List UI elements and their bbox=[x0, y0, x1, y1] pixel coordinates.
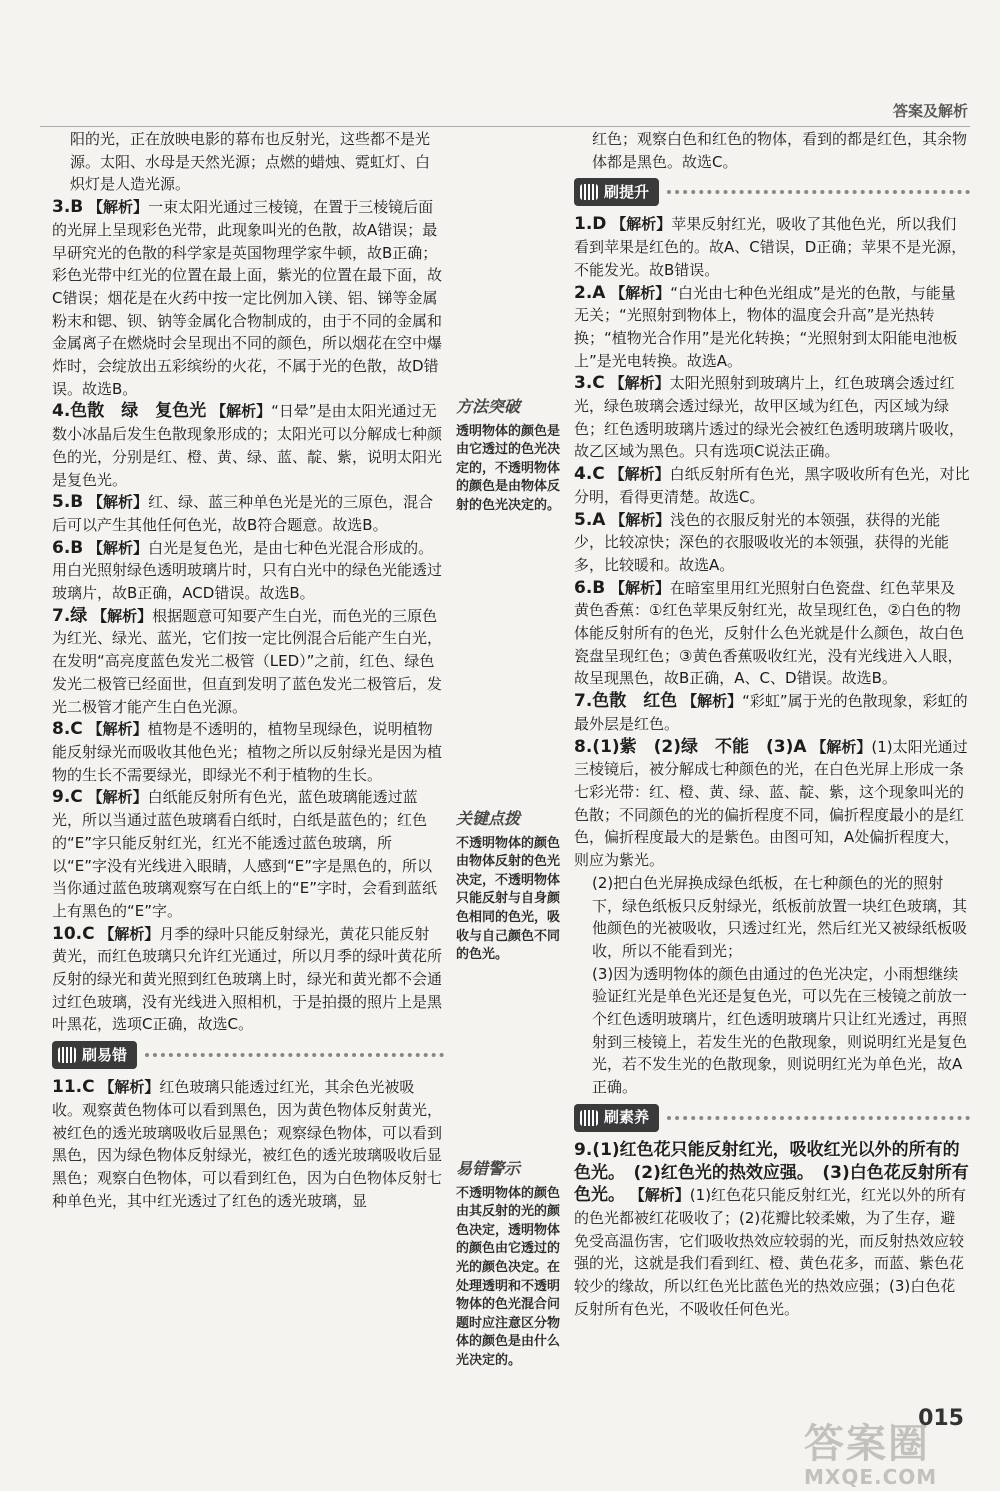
answer-item bbox=[52, 605, 444, 719]
analysis-tag: 【解析】 bbox=[211, 402, 272, 421]
watermark bbox=[804, 1412, 974, 1489]
tip-text: 透明物体的颜色是由它透过的色光决定的，不透明物体的颜色是由物体反射的色光决定的。 bbox=[456, 423, 561, 514]
header-tag: 答案及解析 bbox=[892, 102, 968, 120]
section-divider bbox=[667, 1116, 970, 1120]
section-badge bbox=[574, 178, 659, 206]
item-number: 11. bbox=[52, 1077, 83, 1098]
tip-text: 不透明物体的颜色由其反射的光的颜色决定，透明物体的颜色由它透过的光的颜色决定。在处理透明和不透明物体的色光混合问题时应注意区分物体的颜色是由什么光决定的。 bbox=[456, 1185, 561, 1369]
answer-item bbox=[52, 1076, 444, 1212]
item-answer: A bbox=[592, 509, 606, 530]
book-icon bbox=[580, 1110, 598, 1126]
section-label: 刷素养 bbox=[604, 1108, 650, 1127]
analysis-tag: 【解析】 bbox=[99, 1078, 160, 1097]
item-number: 5. bbox=[574, 509, 593, 530]
section-badge bbox=[52, 1041, 137, 1069]
section-label: 刷提升 bbox=[604, 183, 650, 202]
item-explanation: 红、绿、蓝三种单色光是光的三原色，混合后可以产生其他任何色光，故B符合题意。故选B。 bbox=[52, 493, 434, 534]
answer-item bbox=[52, 196, 444, 400]
analysis-tag: 【解析】 bbox=[609, 374, 670, 393]
item-number: 10. bbox=[52, 923, 83, 944]
item-answer: (1)红色花只能反射红光，吸收红光以外的所有的色光。 (2)红色光的热效应强。 (3)白色花反射所有色光。 bbox=[574, 1139, 969, 1206]
section-label: 刷易错 bbox=[82, 1045, 128, 1064]
item-explanation: 红色玻璃只能透过红光，其余色光被吸收。观察黄色物体可以看到黑色，因为黄色物体反射黄光，被红色的透光玻璃吸收后显黑色；观察绿色物体，可以看到黑色，因为绿色物体反射绿光，被红色的透光玻璃吸收后显黑色；观察白色物体，可以看到红色，因为白色物体反射七种单色光，其中红光透过了红色的透光玻璃，显 bbox=[52, 1078, 443, 1210]
item-number: 8. bbox=[574, 736, 593, 757]
item-explanation: 植物是不透明的，植物呈现绿色，说明植物能反射绿光而吸收其他色光；植物之所以反射绿光是因为植物的生长不需要绿光，即绿光不利于植物的生长。 bbox=[52, 720, 443, 784]
tip-text: 不透明物体的颜色由物体反射的色光决定，不透明物体只能反射与自身颜色相同的色光，吸收与自己颜色不同的色光。 bbox=[456, 835, 561, 963]
tip-box bbox=[456, 396, 560, 516]
item-explanation: “白光由七种色光组成”是光的色散，与能量无关；“光照射到物体上，物体的温度会升高”是光热转换；“植物光合作用”是光化转换；“光照射到太阳能电池板上”是光电转换。故选A。 bbox=[574, 283, 958, 370]
analysis-tag: 【解析】 bbox=[88, 493, 149, 512]
section-badge bbox=[574, 1104, 659, 1132]
answer-item bbox=[574, 372, 970, 463]
item-explanation: 在暗室里用红光照射白色瓷盘、红色苹果及黄色香蕉：①红色苹果反射红光，故呈现红色，②白色的物体能反射所有的色光，反射什么色光就是什么颜色，故白色瓷盘呈现红色；③黄色香蕉吸收红光，没有光线进入人眼，故呈现黑色，故B正确，A、C、D错误。故选B。 bbox=[574, 578, 965, 688]
item-answer: B bbox=[70, 197, 84, 218]
item-answer: C bbox=[82, 1077, 95, 1098]
analysis-tag: 【解析】 bbox=[610, 510, 671, 529]
item-explanation: 浅色的衣服反射光的本领强，获得的光能少，比较凉快；深色的衣服吸收光的本领强，获得的光能多，比较暖和。故选A。 bbox=[574, 510, 950, 574]
answer-item bbox=[52, 491, 444, 536]
item-answer: C bbox=[592, 373, 605, 394]
answer-item bbox=[574, 509, 970, 577]
tip-box bbox=[456, 1158, 560, 1371]
analysis-tag: 【解析】 bbox=[92, 606, 153, 625]
item-explanation: (1)红色花只能反射红光，红光以外的所有的色光都被红花吸收了；(2)花瓣比较柔嫩，为了生存，避免受高温伤害，它们吸收热效应较弱的光，而反射热效应较强的光，这就是我们看到红、橙、黄色花多，而蓝、紫色花较少的缘故，所以红色光比蓝色光的热效应强；(3)白色花反射所有色光，不吸收任何色光。 bbox=[574, 1186, 967, 1318]
item-answer: (1)紫 (2)绿 不能 (3)A bbox=[592, 736, 807, 757]
book-icon bbox=[58, 1047, 76, 1063]
analysis-tag: 【解析】 bbox=[610, 578, 671, 597]
analysis-tag: 【解析】 bbox=[610, 283, 671, 302]
item-number: 7. bbox=[574, 691, 593, 712]
item-explanation: 白光是复色光，是由七种色光混合形成的。用白光照射绿色透明玻璃片时，只有白光中的绿色光能透过玻璃片，故B正确，ACD错误。故选B。 bbox=[52, 538, 443, 603]
item-answer: B bbox=[70, 537, 84, 558]
book-icon bbox=[580, 184, 598, 200]
answer-item bbox=[52, 786, 444, 922]
section-header bbox=[574, 177, 970, 207]
item-answer: D bbox=[592, 214, 607, 235]
item-answer: A bbox=[592, 282, 606, 303]
analysis-tag: 【解析】 bbox=[682, 692, 743, 711]
item-number: 5. bbox=[52, 492, 71, 513]
item-explanation: “日晕”是由太阳光通过无数小冰晶后发生色散现象形成的；太阳光可以分解成七种颜色的光，分别是红、橙、黄、绿、蓝、靛、紫，说明太阳光是复色光。 bbox=[52, 402, 443, 489]
item-number: 1. bbox=[574, 214, 593, 235]
section-divider bbox=[667, 190, 970, 194]
tip-box bbox=[456, 808, 560, 965]
answer-item bbox=[52, 718, 444, 786]
answer-item bbox=[52, 923, 444, 1037]
item-number: 4. bbox=[52, 401, 71, 422]
item-number: 2. bbox=[574, 282, 593, 303]
item-explanation: 根据题意可知要产生白光，而色光的三原色为红光、绿光、蓝光，它们按一定比例混合后能产生白光，在发明“高亮度蓝色发光二极管（LED）”之前，红色、绿色发光二极管已经面世，但直到发明了蓝色发光二极管后，发光二极管才能产生白色光源。 bbox=[52, 606, 443, 716]
text-paragraph: (2)把白色光屏换成绿色纸板，在七种颜色的光的照射下，绿色纸板只反射绿光，纸板前放置一块红色玻璃，其他颜色的光被吸收，只透过红光，然后红光又被绿纸板吸收，所以不能看到光； bbox=[592, 873, 968, 960]
answer-item bbox=[574, 213, 970, 281]
answer-item bbox=[574, 690, 970, 735]
item-answer: C bbox=[592, 464, 605, 485]
answer-item bbox=[52, 400, 444, 491]
item-number: 3. bbox=[574, 373, 593, 394]
item-explanation: (1)太阳光通过三棱镜后，被分解成七种颜色的光，在白色光屏上形成一条七彩光带：红、橙、黄、绿、蓝、靛、紫，这个现象叫光的色散；不同颜色的光的偏折程度不同，偏折程度最小的是红色，偏折程度最大的是紫色。由图可知，A处偏折程度大，则应为紫光。 bbox=[574, 737, 968, 870]
page-number: 015 bbox=[918, 1406, 964, 1431]
answer-item bbox=[574, 736, 970, 872]
text-paragraph: 阳的光，正在放映电影的幕布也反射光，这些都不是光源。太阳、水母是天然光源；点燃的蜡烛、霓虹灯、白炽灯是人造光源。 bbox=[70, 130, 431, 194]
item-explanation: 一束太阳光通过三棱镜，在置于三棱镜后面的光屏上呈现彩色光带，此现象叫光的色散，故A错误；最早研究光的色散的科学家是英国物理学家牛顿，故B正确；彩色光带中红光的位置在最上面，紫光的位置在最下面，故C错误；烟花是在火药中按一定比例加入镁、铝、锑等金属粉末和锶、钡、钠等金属化合物制成的，由于不同的金属和金属离子在燃烧时会呈现出不同的颜色，所以烟花在空中爆炸时，会绽放出五彩缤纷的火花，不属于光的色散，故D错误。故选B。 bbox=[52, 198, 443, 398]
left-column bbox=[52, 128, 444, 1212]
item-explanation: 苹果反射红光，吸收了其他色光，所以我们看到苹果是红色的。故A、C错误，D正确；苹果不是光源，不能发光。故B错误。 bbox=[574, 215, 967, 279]
analysis-tag: 【解析】 bbox=[87, 788, 148, 807]
item-answer: B bbox=[70, 492, 84, 513]
answer-item bbox=[52, 537, 444, 605]
analysis-tag: 【解析】 bbox=[609, 465, 670, 484]
answer-item bbox=[574, 1139, 970, 1321]
watermark-line1: 答案圈 bbox=[804, 1421, 930, 1467]
tip-title: 易错警示 bbox=[456, 1159, 521, 1178]
item-answer: 色散 红色 bbox=[592, 691, 678, 712]
tip-title: 关键点拨 bbox=[456, 809, 521, 828]
analysis-tag: 【解析】 bbox=[88, 538, 149, 557]
section-divider bbox=[145, 1053, 444, 1057]
item-number: 6. bbox=[574, 577, 593, 598]
analysis-tag: 【解析】 bbox=[629, 1186, 690, 1205]
analysis-tag: 【解析】 bbox=[87, 720, 148, 739]
tip-title: 方法突破 bbox=[456, 397, 521, 416]
item-explanation: 太阳光照射到玻璃片上，红色玻璃会透过红光，绿色玻璃会透过绿光，故甲区域为红色，丙区域为绿色；红色透明玻璃片透过的绿光会被红色透明玻璃片吸收，故乙区域为黑色。只有选项C说法正确。 bbox=[574, 374, 965, 461]
item-answer: C bbox=[70, 787, 83, 808]
item-answer: C bbox=[70, 719, 83, 740]
item-explanation: 白纸能反射所有色光，蓝色玻璃能透过蓝光，所以当通过蓝色玻璃看白纸时，白纸是蓝色的；红色的“E”字只能反射红光，红光不能透过蓝色玻璃，所以“E”字没有光线进入眼睛，人感到“E”字是黑色的，所以当你通过蓝色玻璃观察写在白纸上的“E”字时，会看到蓝纸上有黑色的“E”字。 bbox=[52, 788, 438, 920]
analysis-tag: 【解析】 bbox=[611, 215, 672, 234]
item-answer: 色散 绿 复色光 bbox=[70, 401, 207, 422]
right-column bbox=[574, 128, 970, 1320]
section-header bbox=[52, 1040, 444, 1070]
analysis-tag: 【解析】 bbox=[811, 737, 872, 756]
item-number: 4. bbox=[574, 464, 593, 485]
item-explanation: 白纸反射所有色光，黑字吸收所有色光，对比分明，看得更清楚。故选C。 bbox=[574, 465, 970, 506]
text-paragraph: (3)因为透明物体的颜色由通过的色光决定，小雨想继续验证红光是单色光还是复色光，可以先在三棱镜之前放一个红色透明玻璃片，红色透明玻璃片只让红光透过，再照射到三棱镜上，若发生光的色散现象，则说明红光是复色光，若不发生光的色散现象，则说明红光为单色光，故A正确。 bbox=[592, 964, 968, 1097]
answer-item bbox=[574, 282, 970, 373]
text-paragraph: 红色；观察白色和红色的物体，看到的都是红色，其余物体都是黑色。故选C。 bbox=[592, 130, 968, 171]
section-header bbox=[574, 1103, 970, 1133]
item-explanation: 月季的绿叶只能反射绿光，黄花只能反射黄光，而红色玻璃只允许红光通过，所以月季的绿叶黄花所反射的绿光和黄光照到红色玻璃上时，绿光和黄光都不会通过红色玻璃，没有光线进入照相机，于是拍摄的照片上是黑叶黑花，选项C正确，故选C。 bbox=[52, 924, 443, 1034]
header-rule bbox=[40, 126, 970, 127]
answer-item bbox=[574, 577, 970, 691]
item-number: 7. bbox=[52, 605, 71, 626]
answer-item bbox=[574, 463, 970, 508]
item-answer: 绿 bbox=[70, 605, 88, 626]
analysis-tag: 【解析】 bbox=[88, 198, 149, 217]
item-number: 3. bbox=[52, 197, 71, 218]
item-answer: C bbox=[82, 923, 95, 944]
item-number: 6. bbox=[52, 537, 71, 558]
item-answer: B bbox=[592, 577, 606, 598]
item-number: 8. bbox=[52, 719, 71, 740]
watermark-line2: MXQE.COM bbox=[804, 1465, 938, 1489]
item-number: 9. bbox=[52, 787, 71, 808]
item-explanation: “彩虹”属于光的色散现象，彩虹的最外层是红色。 bbox=[574, 692, 968, 733]
item-number: 9. bbox=[574, 1139, 593, 1160]
analysis-tag: 【解析】 bbox=[99, 924, 160, 943]
